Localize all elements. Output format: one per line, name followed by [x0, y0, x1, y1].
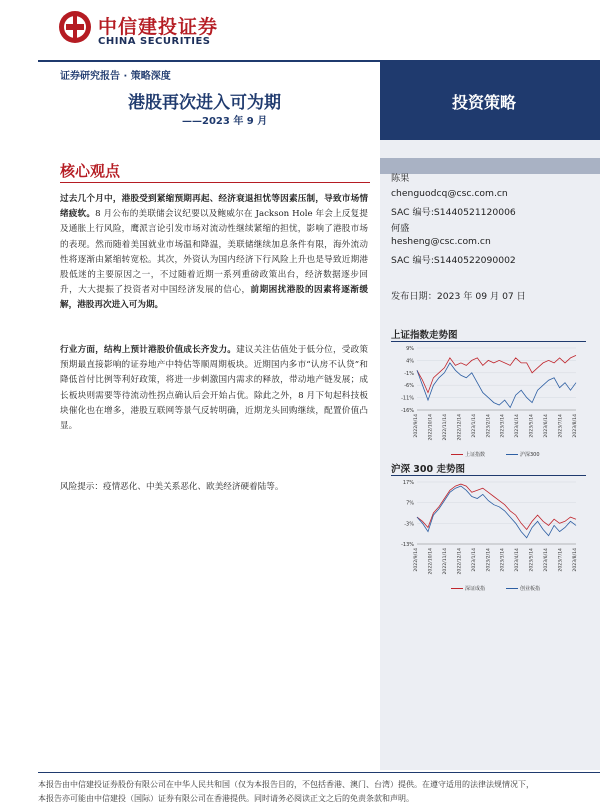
x-tick-label: 2022/10/14: [428, 548, 434, 575]
paragraph-1: [60, 192, 368, 314]
legend-label: 沪深300: [520, 452, 540, 458]
y-tick-label: -3%: [404, 521, 414, 528]
x-tick-label: 2022/9/14: [414, 548, 419, 572]
y-tick-label: -11%: [401, 395, 414, 402]
x-tick-label: 2023/3/14: [500, 548, 506, 572]
y-tick-label: 4%: [406, 358, 414, 365]
chart-2-title: 沪深 300 走势图: [391, 464, 465, 475]
x-tick-label: 2023/2/14: [486, 414, 492, 438]
report-date-line: ——2023 年 9 月: [182, 116, 268, 127]
publish-date: 发布日期：2023 年 09 月 07 日: [391, 291, 526, 302]
paragraph-2: [60, 343, 368, 434]
y-tick-label: 7%: [406, 500, 414, 507]
series-line: [417, 484, 576, 529]
x-tick-label: 2023/6/14: [544, 414, 550, 438]
footer-rule: [38, 772, 600, 773]
paragraph-2-body: 建议关注估值处于低分位，受政策预期最直接影响的证券地产中特估等顺周期板块。近期国内多市“认房不认贷”和降低首付比例等利好政策，将进一步刺激国内需求的释放，带动地产链发展；成长板块则需要等待流动性拐点确认后会开始占优。除此之外，8 月下旬起科技板块催化也在增多，港股互联网等景气反转明确，近期龙头回购继续，配置价值凸显。: [60, 345, 368, 432]
paragraph-1-body: 8 月公布的美联储会议纪要以及鲍威尔在 Jackson Hole 年会上反复提及通胀上行风险，鹰派言论引发市场对流动性继续紧缩的担忧，影响了港股市场的表现。然而随着美国就业市场温和降温，美联储继续加息条件有限，海外流动性将逐渐由紧缩转宽松。其次，外资认为国内经济下行风险上升也是导致近期港股低迷的主要原因之一，不过随着近期一系列重磅政策出台，经济数据逐步回升，大大提振了投资者对中国经济发展的信心，: [60, 209, 368, 296]
section-title: 核心观点: [60, 162, 121, 180]
series-line: [417, 355, 576, 392]
paragraph-2-lead: 行业方面，结构上预计港股价值成长齐发力。: [60, 345, 237, 355]
x-tick-label: 2023/7/14: [558, 414, 564, 438]
legend-label: 深证成指: [465, 586, 486, 592]
x-tick-label: 2023/3/14: [500, 414, 506, 438]
author-email[interactable]: chenguodcq@csc.com.cn: [391, 188, 508, 199]
x-tick-label: 2022/10/14: [428, 414, 434, 441]
chart-1-title: 上证指数走势图: [391, 330, 458, 341]
chart-1: [391, 344, 586, 464]
author-email[interactable]: hesheng@csc.com.cn: [391, 236, 491, 247]
legend-label: 上证指数: [465, 452, 486, 458]
x-tick-label: 2023/1/14: [471, 414, 477, 438]
author-sac: SAC 编号:S1440522090002: [391, 255, 516, 266]
x-tick-label: 2023/2/14: [486, 548, 492, 572]
x-tick-label: 2023/5/14: [529, 548, 535, 572]
x-tick-label: 2023/7/14: [558, 548, 564, 572]
y-tick-label: -6%: [404, 383, 414, 390]
chart-2-rule: [391, 475, 586, 476]
x-tick-label: 2022/11/14: [442, 548, 448, 575]
y-tick-label: -13%: [401, 542, 414, 548]
x-tick-label: 2023/8/14: [573, 414, 578, 438]
chart-1-rule: [391, 341, 586, 342]
footer-disclaimer: [38, 778, 600, 806]
author-sac: SAC 编号:S1440521120006: [391, 207, 516, 218]
x-tick-label: 2023/4/14: [515, 414, 521, 438]
x-tick-label: 2022/11/14: [442, 414, 448, 441]
y-tick-label: 17%: [402, 480, 414, 486]
logo-name-en: CHINA SECURITIES: [98, 36, 211, 47]
category-label: 投资策略: [452, 93, 517, 112]
paragraph-1-conclusion: 前期困扰港股的因素将逐渐缓解，港股再次进入可为期。: [60, 285, 368, 311]
series-line: [417, 486, 576, 538]
x-tick-label: 2023/5/14: [529, 414, 535, 438]
x-tick-label: 2023/1/14: [471, 548, 477, 572]
y-tick-label: -1%: [404, 370, 414, 377]
footer-line-2: 本报告亦可能由中信建投（国际）证券有限公司在香港提供。同时请务必阅读正文之后的免责条款和声明。: [38, 794, 414, 803]
y-tick-label: 9%: [406, 346, 414, 352]
chart-2: [391, 478, 586, 598]
report-type: 证券研究报告 · 策略深度: [60, 71, 171, 82]
x-tick-label: 2023/4/14: [515, 548, 521, 572]
risk-note: 风险提示：疫情恶化、中美关系恶化、欧美经济硬着陆等。: [60, 482, 284, 492]
x-tick-label: 2023/8/14: [573, 548, 578, 572]
author-name: 何盛: [391, 223, 410, 234]
footer-line-1: 本报告由中信建投证券股份有限公司在中华人民共和国（仅为本报告目的，不包括香港、澳门、台湾）提供。在遵守适用的法律法规情况下，: [38, 780, 534, 789]
logo-name-cn: 中信建投证券: [98, 16, 219, 38]
page-title: 港股再次进入可为期: [128, 93, 281, 113]
sidebar-strip: [380, 158, 600, 174]
logo-icon: [58, 10, 92, 44]
legend-label: 创业板指: [520, 586, 541, 592]
x-tick-label: 2022/12/14: [457, 548, 463, 575]
paragraph-1-lead: 过去几个月中，港股受到紧缩预期再起、经济衰退担忧等因素压制，导致市场情绪疲软。: [60, 194, 368, 220]
section-rule: [60, 182, 370, 183]
x-tick-label: 2022/9/14: [414, 414, 419, 438]
x-tick-label: 2023/6/14: [544, 548, 550, 572]
y-tick-label: -16%: [401, 408, 414, 414]
author-name: 陈果: [391, 173, 410, 184]
x-tick-label: 2022/12/14: [457, 414, 463, 441]
